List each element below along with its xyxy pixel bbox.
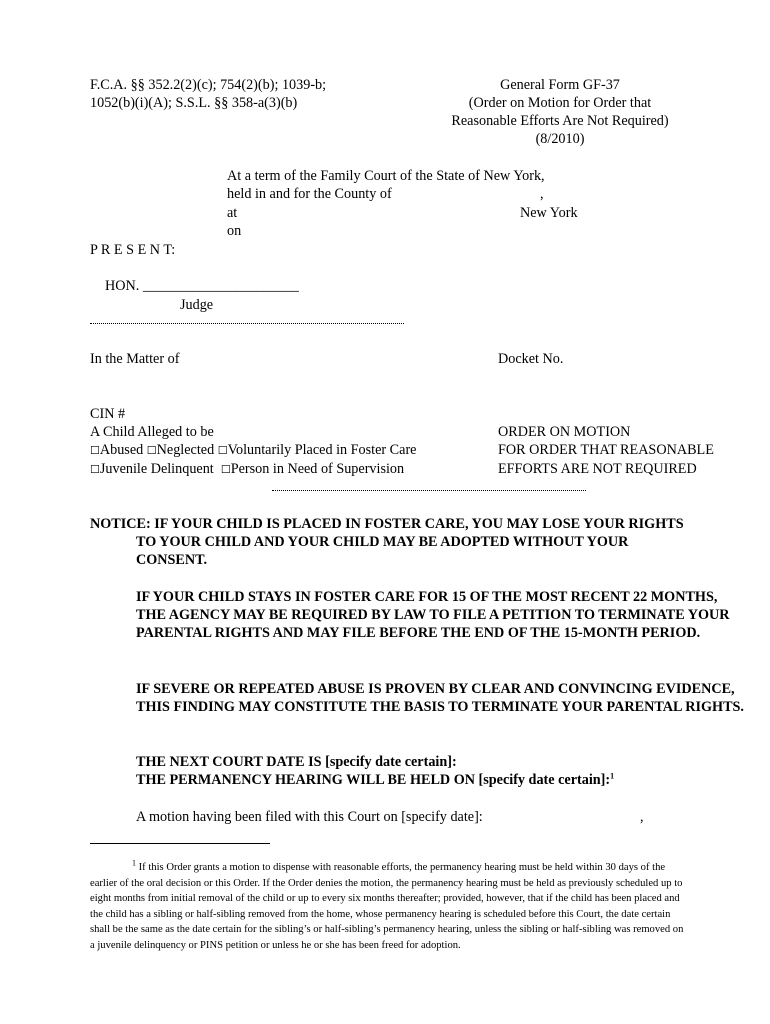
pins-label: Person in Need of Supervision: [230, 461, 405, 477]
pins-checkbox[interactable]: ☐: [220, 463, 231, 476]
notice-line-3: CONSENT.: [136, 552, 208, 569]
present-label: P R E S E N T:: [90, 242, 176, 258]
order-title-line1: ORDER ON MOTION: [498, 424, 631, 440]
neglected-checkbox[interactable]: ☐: [146, 444, 157, 457]
neglected-label: Neglected: [156, 442, 215, 458]
court-term-line: At a term of the Family Court of the State of New York,: [227, 168, 545, 184]
hon-judge-line: HON. ______________________: [105, 278, 299, 294]
footnote: [90, 860, 688, 954]
order-title-line2: FOR ORDER THAT REASONABLE: [498, 442, 714, 458]
permanency-hearing-date: [136, 771, 614, 789]
notice-paragraph-3: IF SEVERE OR REPEATED ABUSE IS PROVEN BY CLEAR AND CONVINCING EVIDENCE, THIS FINDING MAY CONSTITUTE THE BASIS TO TERMINATE YOUR PARENTAL RIGHTS.: [136, 681, 744, 716]
form-number: General Form GF-37: [500, 77, 620, 93]
motion-filed-line: A motion having been filed with this Court on [specify date]:: [136, 809, 483, 825]
statute-citation-line1: F.C.A. §§ 352.2(2)(c); 754(2)(b); 1039-b;: [90, 77, 327, 93]
notice-line-1: NOTICE: IF YOUR CHILD IS PLACED IN FOSTER CARE, YOU MAY LOSE YOUR RIGHTS: [90, 516, 684, 532]
juvenile-delinquent-checkbox[interactable]: ☐: [90, 463, 100, 476]
next-court-date: THE NEXT COURT DATE IS [specify date certain]:: [136, 754, 457, 770]
status-options-row1: [90, 441, 416, 460]
order-title-line3: EFFORTS ARE NOT REQUIRED: [498, 461, 697, 477]
voluntary-placement-checkbox[interactable]: ☐: [217, 444, 228, 457]
footnote-reference[interactable]: 1: [610, 771, 615, 781]
footnote-text: If this Order grants a motion to dispense with reasonable efforts, the permanency hearing must be held within 30 days of the earlier of the oral decision or this Order. If the Order denies the motion, the permanency hearing must be held as previously scheduled up to eight months from initial removal of the child or up to every six months thereafter; provided, however, that if the child has been placed and the child has a sibling or half-sibling removed from the home, whose permanency hearing is scheduled before this Court, the date certain shall be the same as the date certain for the sibling’s or half-sibling’s permanency hearing, unless the sibling or half-sibling was removed on a juvenile delinquency or PINS petition or unless he or she has been freed for adoption.: [90, 862, 684, 951]
voluntary-placement-label: Voluntarily Placed in Foster Care: [227, 442, 417, 458]
separator-dots-bottom: [272, 490, 586, 491]
cin-label: CIN #: [90, 406, 126, 422]
notice-paragraph-1: [90, 515, 750, 570]
form-revision-date: (8/2010): [535, 131, 585, 147]
matter-label: In the Matter of: [90, 351, 180, 367]
state-label: New York: [520, 205, 578, 221]
child-alleged-label: A Child Alleged to be: [90, 424, 214, 440]
statute-citation-line2: 1052(b)(i)(A); S.S.L. §§ 358-a(3)(b): [90, 95, 298, 111]
notice-paragraph-2: IF YOUR CHILD STAYS IN FOSTER CARE FOR 15 OF THE MOST RECENT 22 MONTHS, THE AGENCY MAY BE REQUIRED BY LAW TO FILE A PETITION TO TERMINATE YOUR PARENTAL RIGHTS AND MAY FILE BEFORE THE END OF THE 15-MONTH PERIOD.: [136, 589, 730, 642]
county-line: held in and for the County of: [227, 186, 392, 202]
footnote-number: 1: [132, 858, 136, 868]
notice-line-2: TO YOUR CHILD AND YOUR CHILD MAY BE ADOPTED WITHOUT YOUR: [136, 534, 629, 551]
permanency-hearing-text: THE PERMANENCY HEARING WILL BE HELD ON [specify date certain]:: [136, 772, 611, 788]
separator-dots-top: [90, 323, 404, 324]
county-comma: ,: [540, 186, 544, 202]
on-line: on: [227, 223, 242, 239]
form-title-line2: Reasonable Efforts Are Not Required): [451, 113, 669, 129]
form-title-line1: (Order on Motion for Order that: [468, 95, 652, 111]
footnote-rule: [90, 843, 270, 844]
docket-label: Docket No.: [498, 351, 564, 367]
abused-label: Abused: [99, 442, 144, 458]
judge-label: Judge: [180, 297, 214, 313]
motion-comma: ,: [640, 809, 644, 825]
abused-checkbox[interactable]: ☐: [90, 444, 100, 457]
at-line: at: [227, 205, 238, 221]
juvenile-delinquent-label: Juvenile Delinquent: [99, 461, 214, 477]
status-options-row2: [90, 460, 404, 479]
